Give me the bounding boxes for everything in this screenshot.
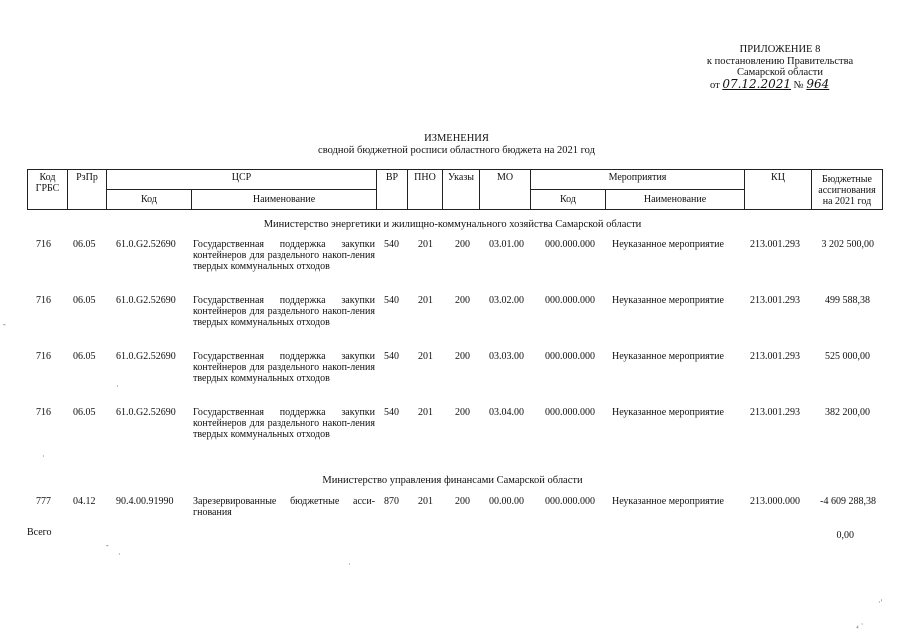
cell-vr: 870 xyxy=(384,496,399,507)
cell-rzpr: 06.05 xyxy=(73,351,96,362)
cell-pno: 201 xyxy=(418,295,433,306)
cell-csr-code: 90.4.00.91990 xyxy=(116,496,174,507)
cell-ukazy: 200 xyxy=(455,496,470,507)
cell-mo: 03.01.00 xyxy=(489,239,524,250)
scan-speck: · xyxy=(118,550,121,559)
cell-event-name: Неуказанное мероприятие xyxy=(612,351,724,362)
cell-vr: 540 xyxy=(384,295,399,306)
table-row xyxy=(0,351,905,387)
cell-event-code: 000.000.000 xyxy=(545,351,595,362)
table-row xyxy=(0,295,905,331)
scan-speck: ·' xyxy=(878,598,883,607)
col-event-name: Наименование xyxy=(606,190,745,210)
cell-kc: 213.000.000 xyxy=(750,496,800,507)
col-assignments: Бюджетные ассигнования на 2021 год xyxy=(812,170,883,210)
cell-event-code: 000.000.000 xyxy=(545,496,595,507)
cell-ukazy: 200 xyxy=(455,407,470,418)
cell-pno: 201 xyxy=(418,351,433,362)
cell-ukazy: 200 xyxy=(455,295,470,306)
date-prefix: от xyxy=(710,79,720,91)
col-mo: МО xyxy=(480,170,531,210)
scan-speck: - xyxy=(106,541,109,550)
col-csr: ЦСР xyxy=(107,170,377,190)
cell-csr-code: 61.0.G2.52690 xyxy=(116,239,176,250)
cell-mo: 03.02.00 xyxy=(489,295,524,306)
title-line2: сводной бюджетной росписи областного бюджета на 2021 год xyxy=(318,145,595,156)
cell-amount: 3 202 500,00 xyxy=(821,239,874,250)
col-ukazy: Указы xyxy=(443,170,480,210)
appendix-date-line xyxy=(700,76,860,92)
total-amount: 0,00 xyxy=(836,530,854,541)
cell-vr: 540 xyxy=(384,351,399,362)
cell-kc: 213.001.293 xyxy=(750,351,800,362)
handwritten-date: 07.12.2021 xyxy=(722,76,792,91)
cell-ukazy: 200 xyxy=(455,239,470,250)
appendix-line3: Самарской области xyxy=(737,67,823,78)
scan-speck: · xyxy=(116,382,119,391)
col-kc: КЦ xyxy=(745,170,812,210)
cell-event-code: 000.000.000 xyxy=(545,407,595,418)
cell-mo: 03.04.00 xyxy=(489,407,524,418)
cell-vr: 540 xyxy=(384,407,399,418)
cell-amount: 499 588,38 xyxy=(825,295,870,306)
table-row xyxy=(0,496,905,520)
cell-rzpr: 06.05 xyxy=(73,407,96,418)
col-event-code: Код xyxy=(531,190,606,210)
cell-amount: 525 000,00 xyxy=(825,351,870,362)
col-rzpr: РзПр xyxy=(68,170,107,210)
cell-mo: 03.03.00 xyxy=(489,351,524,362)
col-vr: ВР xyxy=(377,170,408,210)
handwritten-number: 964 xyxy=(806,76,830,91)
col-pno: ПНО xyxy=(408,170,443,210)
scan-speck: - xyxy=(3,320,6,329)
cell-mo: 00.00.00 xyxy=(489,496,524,507)
cell-kc: 213.001.293 xyxy=(750,295,800,306)
cell-csr-name: Государственная поддержка закупки контейнеров для раздельного накоп-ления твердых коммунальных отходов xyxy=(193,407,375,440)
cell-event-name: Неуказанное мероприятие xyxy=(612,407,724,418)
table-header xyxy=(27,169,883,210)
title-line1: ИЗМЕНЕНИЯ xyxy=(424,133,489,144)
cell-ukazy: 200 xyxy=(455,351,470,362)
cell-pno: 201 xyxy=(418,496,433,507)
cell-event-name: Неуказанное мероприятие xyxy=(612,239,724,250)
cell-rzpr: 06.05 xyxy=(73,295,96,306)
cell-pno: 201 xyxy=(418,407,433,418)
appendix-line2: к постановлению Правительства xyxy=(706,55,854,67)
cell-csr-name: Зарезервированные бюджетные асси-гнования xyxy=(193,496,375,518)
scan-speck: · xyxy=(42,452,45,461)
cell-csr-code: 61.0.G2.52690 xyxy=(116,407,176,418)
cell-csr-code: 61.0.G2.52690 xyxy=(116,351,176,362)
ministry-heading: Министерство энергетики и жилищно-коммунального хозяйства Самарской области xyxy=(263,219,642,230)
appendix-title: ПРИЛОЖЕНИЕ 8 xyxy=(739,44,821,55)
cell-event-name: Неуказанное мероприятие xyxy=(612,295,724,306)
cell-grbs: 777 xyxy=(36,496,51,507)
cell-csr-code: 61.0.G2.52690 xyxy=(116,295,176,306)
cell-kc: 213.001.293 xyxy=(750,239,800,250)
cell-event-name: Неуказанное мероприятие xyxy=(612,496,724,507)
cell-rzpr: 06.05 xyxy=(73,239,96,250)
cell-vr: 540 xyxy=(384,239,399,250)
cell-amount: 382 200,00 xyxy=(825,407,870,418)
cell-grbs: 716 xyxy=(36,295,51,306)
scan-speck: · xyxy=(348,560,351,569)
cell-csr-name: Государственная поддержка закупки контейнеров для раздельного накоп-ления твердых коммунальных отходов xyxy=(193,351,375,384)
col-events: Мероприятия xyxy=(531,170,745,190)
table-row xyxy=(0,407,905,443)
col-csr-code: Код xyxy=(107,190,192,210)
cell-event-code: 000.000.000 xyxy=(545,295,595,306)
total-label: Всего xyxy=(27,527,52,538)
cell-rzpr: 04.12 xyxy=(73,496,96,507)
cell-pno: 201 xyxy=(418,239,433,250)
document-title xyxy=(0,133,905,157)
cell-kc: 213.001.293 xyxy=(750,407,800,418)
ministry-heading: Министерство управления финансами Самарской области xyxy=(322,475,583,486)
scan-speck: ₄ · xyxy=(856,620,864,629)
col-grbs: Код ГРБС xyxy=(28,170,68,210)
cell-event-code: 000.000.000 xyxy=(545,239,595,250)
cell-csr-name: Государственная поддержка закупки контейнеров для раздельного накоп-ления твердых коммунальных отходов xyxy=(193,295,375,328)
table-row xyxy=(0,239,905,275)
cell-grbs: 716 xyxy=(36,239,51,250)
cell-csr-name: Государственная поддержка закупки контейнеров для раздельного накоп-ления твердых коммунальных отходов xyxy=(193,239,375,272)
cell-grbs: 716 xyxy=(36,407,51,418)
appendix-block xyxy=(700,44,860,91)
cell-amount: -4 609 288,38 xyxy=(820,496,876,507)
col-csr-name: Наименование xyxy=(192,190,377,210)
number-prefix: № xyxy=(793,79,804,91)
cell-grbs: 716 xyxy=(36,351,51,362)
